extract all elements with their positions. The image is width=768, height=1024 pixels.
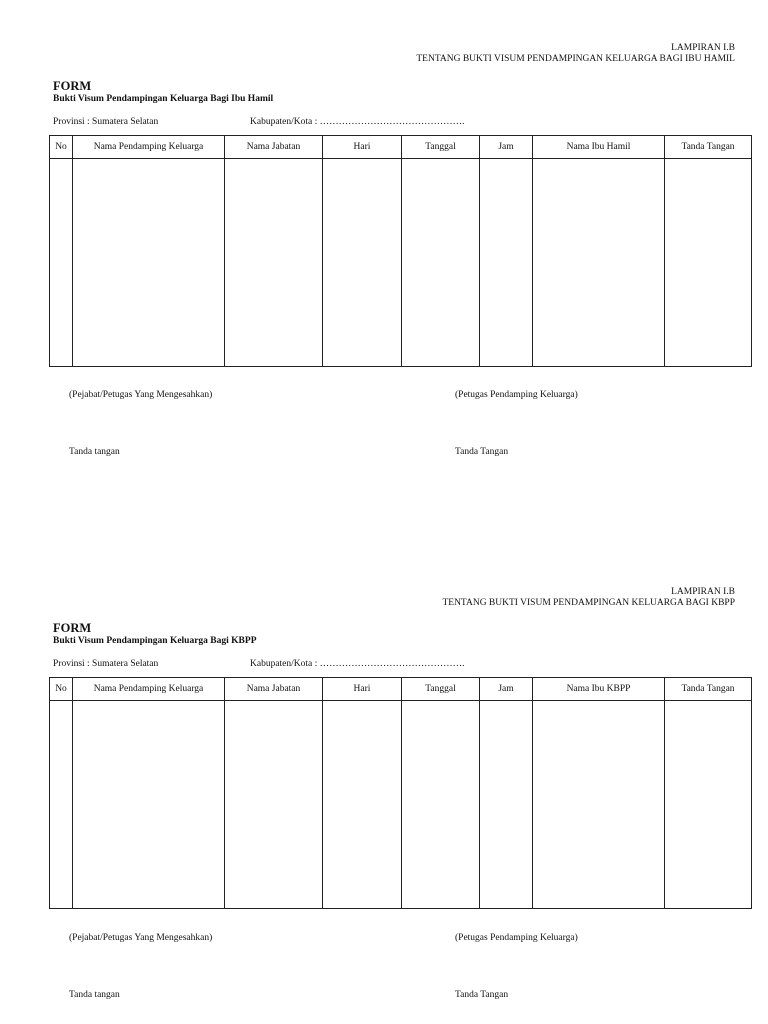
table-cell[interactable] [323,701,402,909]
table-cell[interactable] [533,159,665,367]
lampiran-header [416,43,735,65]
column-header: No [50,136,73,159]
table-row [50,159,752,367]
signature-right-label: Tanda Tangan [455,990,509,1000]
column-header: Tanda Tangan [665,136,752,159]
column-header: No [50,678,73,701]
table-cell[interactable] [665,159,752,367]
column-header: Jam [480,678,533,701]
form-subtitle: Bukti Visum Pendampingan Keluarga Bagi KBPP [53,636,257,646]
table-cell[interactable] [225,159,323,367]
table-cell[interactable] [402,159,480,367]
table-header-row [50,136,752,159]
table-cell[interactable] [225,701,323,909]
signature-right-label: Tanda Tangan [455,447,509,457]
form-subtitle: Bukti Visum Pendampingan Keluarga Bagi Ibu Hamil [53,94,274,104]
signature-left-label: Tanda tangan [69,447,120,457]
table-cell[interactable] [50,159,73,367]
column-header: Nama Pendamping Keluarga [73,136,225,159]
companion-label: (Petugas Pendamping Keluarga) [455,933,578,943]
lampiran-subject: TENTANG BUKTI VISUM PENDAMPINGAN KELUARGA BAGI IBU HAMIL [416,54,735,64]
table-row [50,701,752,909]
lampiran-label: LAMPIRAN I.B [671,43,735,53]
column-header: Hari [323,678,402,701]
column-header: Nama Jabatan [225,678,323,701]
approver-label: (Pejabat/Petugas Yang Mengesahkan) [69,933,213,943]
companion-label: (Petugas Pendamping Keluarga) [455,390,578,400]
column-header: Jam [480,136,533,159]
table-cell[interactable] [73,701,225,909]
column-header: Nama Jabatan [225,136,323,159]
column-header: Nama Pendamping Keluarga [73,678,225,701]
kabupaten-field: Kabupaten/Kota : ………………………………………. [250,659,465,669]
column-header: Tanggal [402,678,480,701]
lampiran-label: LAMPIRAN I.B [671,587,735,597]
visum-table [49,135,752,367]
form-title: FORM [53,79,92,93]
visum-table [49,677,752,909]
column-header: Tanda Tangan [665,678,752,701]
column-header: Nama Ibu KBPP [533,678,665,701]
signature-left-label: Tanda tangan [69,990,120,1000]
table-header-row [50,678,752,701]
column-header: Nama Ibu Hamil [533,136,665,159]
lampiran-subject: TENTANG BUKTI VISUM PENDAMPINGAN KELUARGA BAGI KBPP [442,598,735,608]
form-title: FORM [53,621,92,635]
table-cell[interactable] [402,701,480,909]
provinsi-label: Provinsi : Sumatera Selatan [53,117,159,127]
table-cell[interactable] [323,159,402,367]
provinsi-label: Provinsi : Sumatera Selatan [53,659,159,669]
kabupaten-field: Kabupaten/Kota : ………………………………………. [250,117,465,127]
table-cell[interactable] [533,701,665,909]
table-cell[interactable] [50,701,73,909]
table-cell[interactable] [73,159,225,367]
column-header: Hari [323,136,402,159]
lampiran-header [442,587,735,609]
approver-label: (Pejabat/Petugas Yang Mengesahkan) [69,390,213,400]
table-cell[interactable] [480,159,533,367]
table-cell[interactable] [665,701,752,909]
column-header: Tanggal [402,136,480,159]
table-cell[interactable] [480,701,533,909]
